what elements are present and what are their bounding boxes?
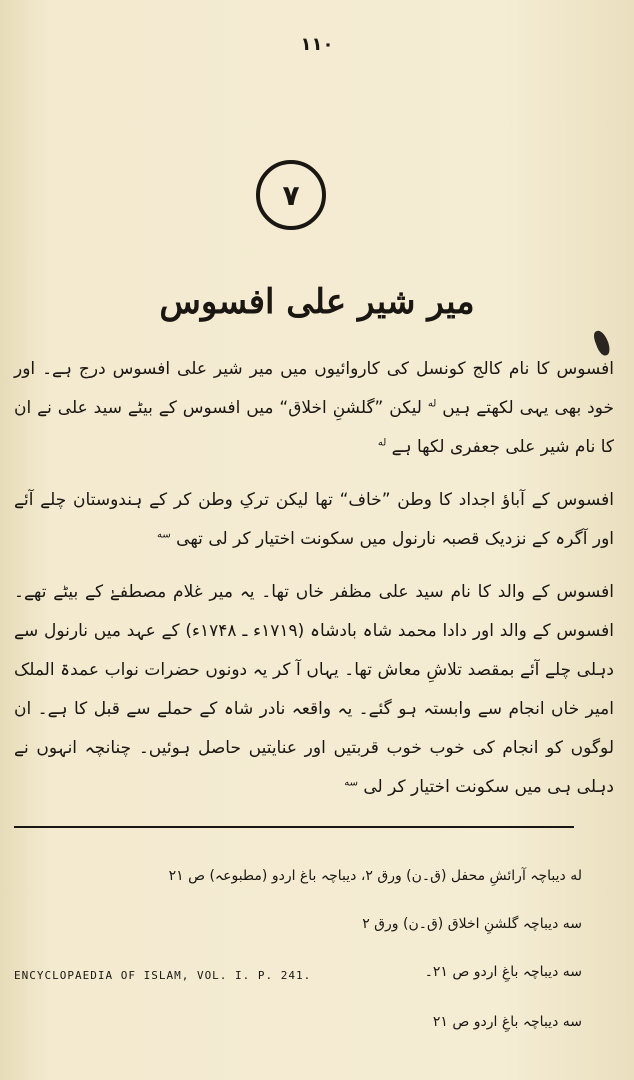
paragraph-text: افسوس کے والد کا نام سید علی مظفر خاں تھا۔ یہ میر غلام مصطفےٰ کے بیٹے تھے۔ افسوس کے والد اور دادا محمد شاہ بادشاہ (۱۷۱۹ء ـ ۱۷۴۸ء) کے عہد میں نارنول سے دہلی چلے آئے بمقصد تلاشِ معاش تھا۔ یہاں آ کر یہ دونوں حضرات نواب عمدۃ الملک امیر خاں انجام سے وابستہ ہو گئے۔ یہ واقعہ نادر شاہ کے حملے سے قبل کا ہے۔ ان لوگوں کو انجام کی خوب خوب قربتیں اور عنایتیں حاصل ہوئیں۔ چنانچہ انہوں نے دہلی ہی میں سکونت اختیار کر لی bbox=[14, 582, 614, 797]
footnote-divider bbox=[14, 826, 574, 828]
paragraph-text: افسوس کے آباؤ اجداد کا وطن ”خاف“ تھا لیکن ترکِ وطن کر کے ہندوستان چلے آئے اور آگرہ کے نزدیک قصبہ نارنول میں سکونت اختیار کر لی تھی bbox=[14, 490, 614, 549]
paragraph-3 bbox=[14, 573, 614, 807]
paragraph-text: لیکن ”گلشنِ اخلاق“ میں افسوس کے بیٹے سید علی نے ان کا نام شیر علی جعفری لکھا ہے bbox=[14, 398, 614, 457]
chapter-number: ٧ bbox=[282, 178, 300, 212]
footnote-3: سه دیباچہ باغِ اردو ص ۲۱۔ bbox=[424, 964, 582, 980]
chapter-number-circle bbox=[256, 160, 326, 230]
footnote-1: له دیباچہ آرائشِ محفل (ق۔ن) ورق ۲، دیباچہ باغ اردو (مطبوعہ) ص ۲۱ bbox=[168, 868, 582, 884]
footnote-4: سه دیباچہ باغِ اردو ص ۲۱ bbox=[432, 1014, 582, 1030]
footnote-mark: سه bbox=[157, 529, 171, 541]
footnote-mark: سه bbox=[344, 777, 358, 789]
footnote-3-english: ENCYCLOPAEDIA OF ISLAM, VOL. I. P. 241. bbox=[14, 969, 312, 982]
footnote-2: سه دیباچہ گلشنِ اخلاق (ق۔ن) ورق ۲ bbox=[362, 916, 582, 932]
footnote-mark: له bbox=[377, 437, 387, 449]
page-number: ١١٠ bbox=[300, 34, 334, 55]
chapter-title: میر شیر علی افسوس bbox=[159, 282, 475, 322]
paragraph-text: افسوس کا نام کالج کونسل کی کاروائیوں میں میر شیر علی افسوس درج ہے۔ اور خود بھی یہی لکھتے ہیں bbox=[14, 359, 615, 418]
paragraph-2 bbox=[14, 481, 614, 559]
footnote-mark: له bbox=[427, 398, 437, 410]
body-text bbox=[14, 350, 614, 821]
paragraph-1 bbox=[14, 350, 614, 467]
